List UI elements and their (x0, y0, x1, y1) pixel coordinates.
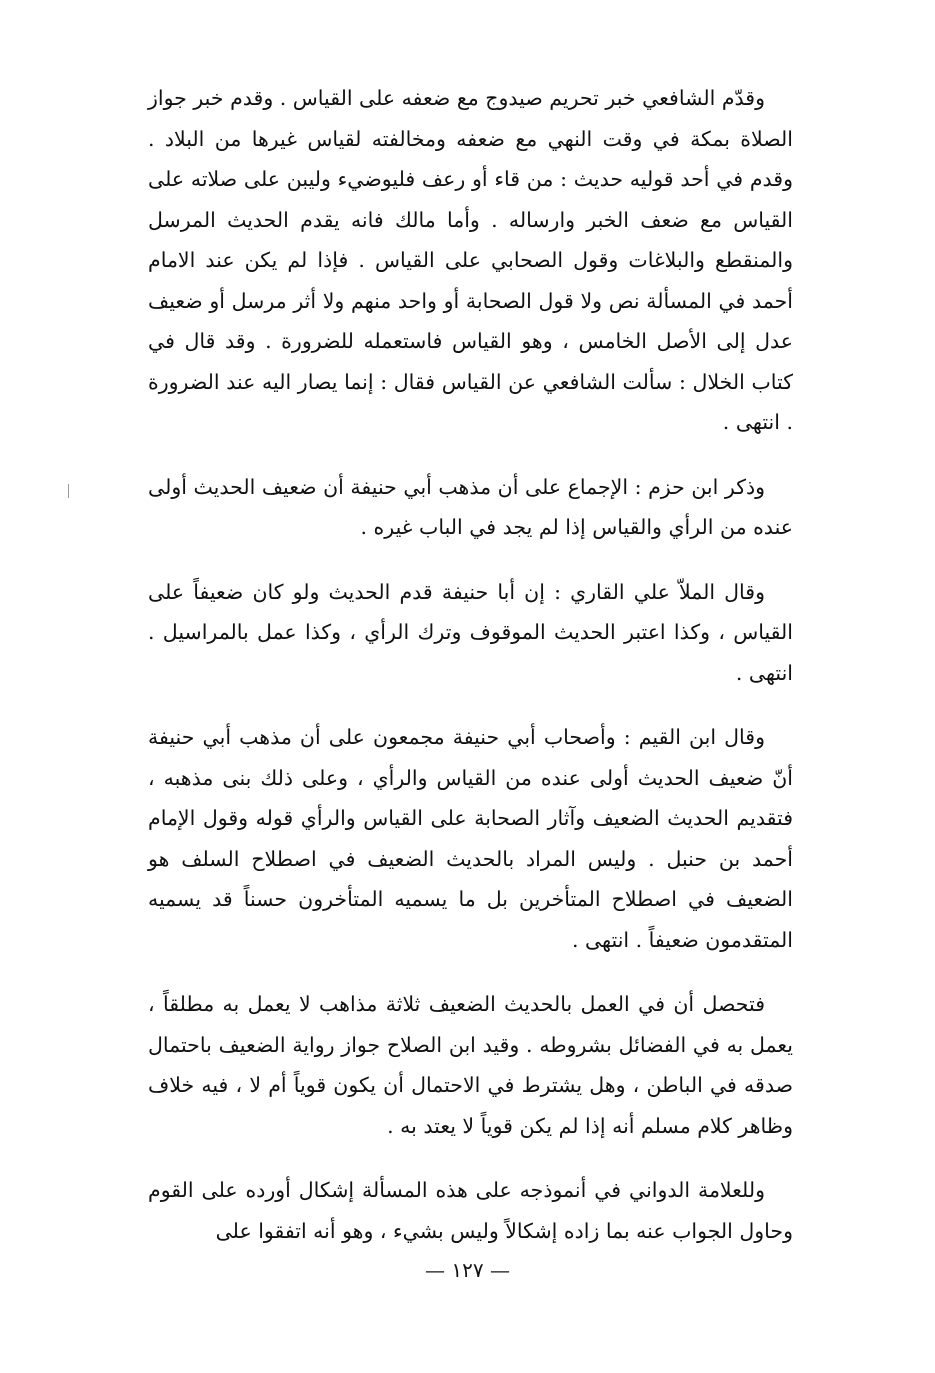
paragraph-4: وقال ابن القيم : وأصحاب أبي حنيفة مجمعون على أن مذهب أبي حنيفة أنّ ضعيف الحديث أولى عنده من القياس والرأي ، وعلى ذلك بنى مذهبه ، فتقديم الحديث الضعيف وآثار الصحابة على القياس والرأي قوله وقول الإمام أحمد بن حنبل . وليس المراد بالحديث الضعيف في اصطلاح السلف هو الضعيف في اصطلاح المتأخرين بل ما يسميه المتأخرون حسناً قد يسميه المتقدمون ضعيفاً . انتهى . (148, 725, 793, 952)
paragraph-3: وقال الملاّ علي القاري : إن أبا حنيفة قدم الحديث ولو كان ضعيفاً على القياس ، وكذا اعتبر الحديث الموقوف وترك الرأي ، وكذا عمل بالمراسيل . انتهى . (148, 579, 793, 685)
paragraph-6: وللعلامة الدواني في أنموذجه على هذه المسألة إشكال أورده على القوم وحاول الجواب عنه بما زاده إشكالاً وليس بشيء ، وهو أنه اتفقوا على (148, 1178, 793, 1243)
paragraph-5: فتحصل أن في العمل بالحديث الضعيف ثلاثة مذاهب لا يعمل به مطلقاً ، يعمل به في الفضائل بشروطه . وقيد ابن الصلاح جواز رواية الضعيف باحتمال صدقه في الباطن ، وهل يشترط في الاحتمال أن يكون قوياً أم لا ، فيه خلاف وظاهر كلام مسلم أنه إذا لم يكن قوياً لا يعتد به . (148, 992, 793, 1138)
page-body (148, 78, 793, 1251)
page-number: — ١٢٧ — (425, 1258, 510, 1282)
paragraph-1: وقدّم الشافعي خبر تحريم صيدوج مع ضعفه على القياس . وقدم خبر جواز الصلاة بمكة في وقت النهي مع ضعفه ومخالفته لقياس غيرها من البلاد . وقدم في أحد قوليه حديث : من قاء أو رعف فليوضيء وليبن على صلاته على القياس مع ضعف الخبر وارساله . وأما مالك فانه يقدم الحديث المرسل والمنقطع والبلاغات وقول الصحابي على القياس . فإذا لم يكن عند الامام أحمد في المسألة نص ولا قول الصحابة أو واحد منهم ولا أثر مرسل أو ضعيف عدل إلى الأصل الخامس ، وهو القياس فاستعمله للضرورة . وقد قال في كتاب الخلال : سألت الشافعي عن القياس فقال : إنما يصار اليه عند الضرورة . انتهى . (148, 86, 793, 434)
margin-mark (68, 484, 69, 498)
paragraph-2: وذكر ابن حزم : الإجماع على أن مذهب أبي حنيفة أن ضعيف الحديث أولى عنده من الرأي والقياس إذا لم يجد في الباب غيره . (148, 474, 793, 539)
